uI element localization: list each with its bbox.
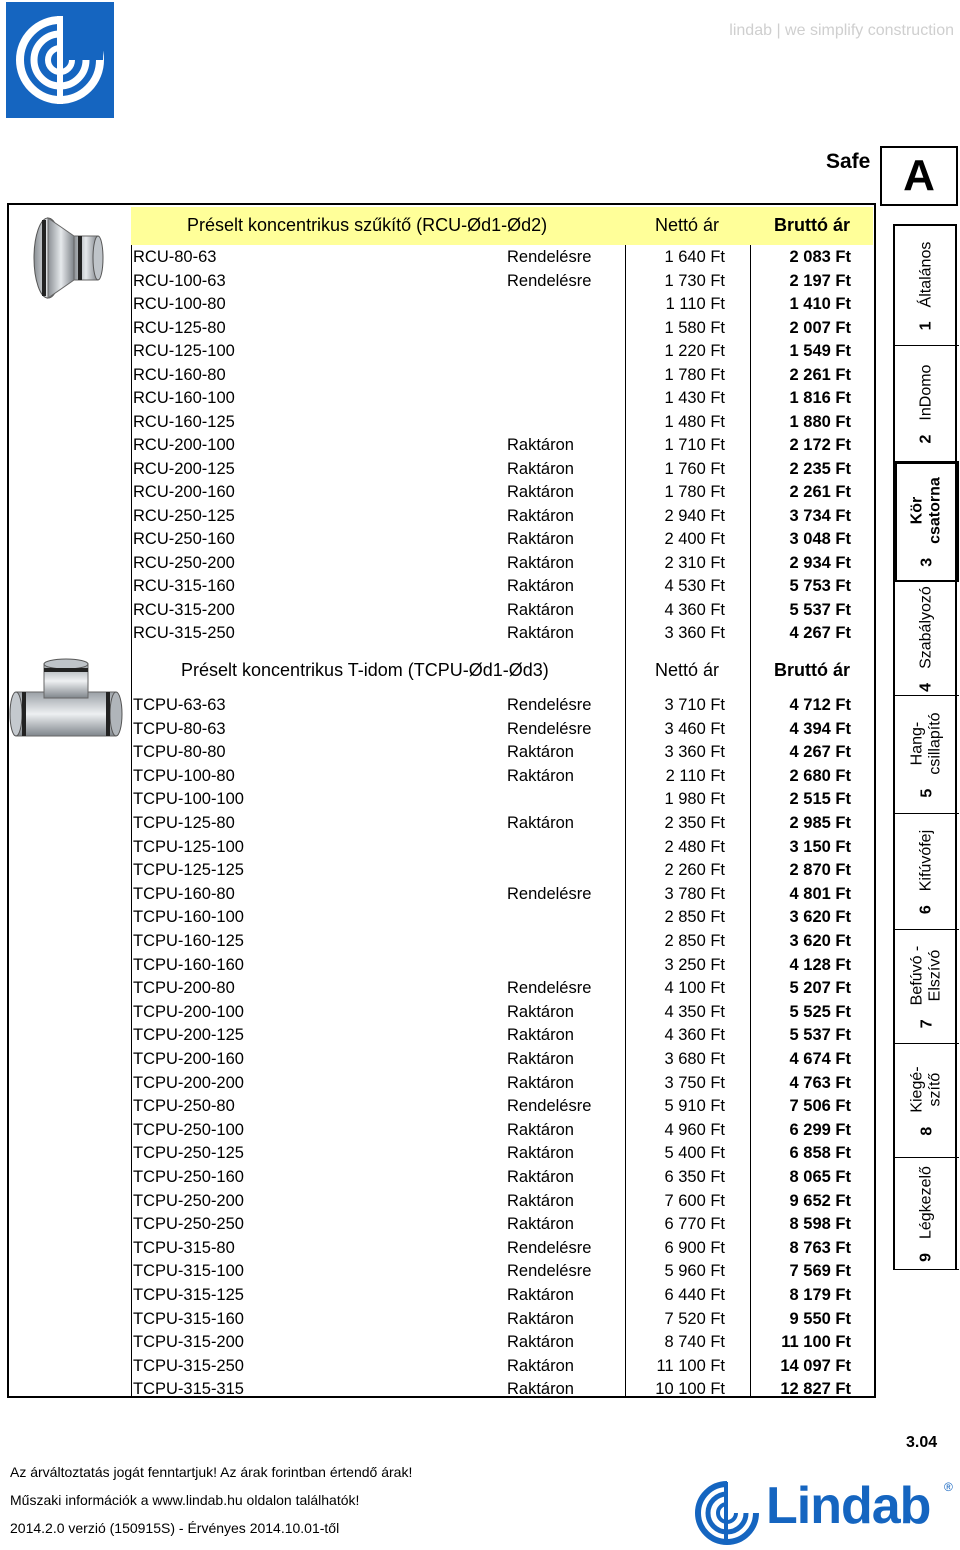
sidebar-chapter-title: Befúvó - <box>908 945 926 1005</box>
sidebar-chapter-label <box>909 477 946 567</box>
net-price: 1 780 Ft <box>664 483 725 501</box>
net-price: 3 360 Ft <box>664 743 725 762</box>
net-price: 1 580 Ft <box>664 318 725 337</box>
product-code: RCU-100-80 <box>133 295 226 313</box>
net-price: 2 110 Ft <box>665 766 725 785</box>
gross-price: 1 880 Ft <box>789 412 851 431</box>
net-price: 3 710 Ft <box>664 696 725 714</box>
sidebar-chapter-6[interactable] <box>895 814 959 930</box>
section1-title: Préselt koncentrikus szűkítő (RCU-Ød1-Ød2) <box>187 215 548 235</box>
gross-price: 4 394 Ft <box>789 719 851 738</box>
product-code: RCU-250-200 <box>133 553 235 572</box>
gross-price: 9 652 Ft <box>789 1191 851 1210</box>
net-price: 1 710 Ft <box>664 436 725 454</box>
table-row <box>133 554 873 576</box>
net-price: 1 730 Ft <box>664 271 725 290</box>
net-price: 6 440 Ft <box>664 1286 725 1304</box>
net-price: 11 100 Ft <box>656 1356 725 1375</box>
net-price: 4 360 Ft <box>664 1026 725 1045</box>
net-price: 7 520 Ft <box>664 1309 725 1328</box>
table-row <box>133 601 873 623</box>
product-code: RCU-315-200 <box>133 600 235 619</box>
product-code: RCU-315-160 <box>133 577 235 595</box>
product-code: RCU-200-160 <box>133 483 235 501</box>
gross-price: 8 179 Ft <box>789 1286 851 1304</box>
availability-status: Raktáron <box>507 1168 574 1186</box>
table-row <box>133 1380 873 1402</box>
product-code: TCPU-315-80 <box>133 1238 235 1257</box>
net-price: 3 360 Ft <box>664 624 725 642</box>
sidebar-chapter-title: Általános <box>917 241 935 307</box>
sidebar-chapter-label <box>918 241 937 330</box>
availability-status: Rendelésre <box>507 979 592 998</box>
availability-status: Raktáron <box>507 1026 574 1045</box>
net-price: 1 480 Ft <box>664 412 725 431</box>
gross-price: 11 100 Ft <box>781 1333 851 1352</box>
availability-status: Raktáron <box>507 1333 574 1352</box>
gross-price: 8 065 Ft <box>789 1168 851 1186</box>
table-row <box>133 1144 873 1166</box>
gross-price: 3 620 Ft <box>789 932 851 950</box>
table-row <box>133 1050 873 1072</box>
gross-price: 1 549 Ft <box>789 342 851 360</box>
gross-price: 3 048 Ft <box>789 530 851 548</box>
gross-price: 2 870 Ft <box>789 861 851 880</box>
net-price: 3 780 Ft <box>664 884 725 903</box>
product-code: TCPU-315-160 <box>133 1309 244 1328</box>
table-row <box>133 696 873 718</box>
product-code: TCPU-100-100 <box>133 790 244 809</box>
table-row <box>133 1026 873 1048</box>
sidebar-chapter-9[interactable] <box>895 1158 959 1270</box>
sidebar-chapter-title: Kifúvófej <box>917 829 935 891</box>
sidebar-chapter-label <box>909 1066 946 1135</box>
product-code: TCPU-250-125 <box>133 1144 244 1163</box>
gross-price: 4 674 Ft <box>789 1050 851 1068</box>
sidebar-chapter-number: 6 <box>918 904 936 914</box>
net-price: 1 980 Ft <box>664 790 725 809</box>
availability-status: Raktáron <box>507 1309 574 1328</box>
table-row <box>133 389 873 411</box>
sidebar-chapter-title: Kiegé- <box>908 1065 926 1113</box>
safe-label: Safe <box>826 150 871 173</box>
gross-price: 2 172 Ft <box>789 436 851 454</box>
availability-status: Raktáron <box>507 600 574 619</box>
gross-price: 2 083 Ft <box>789 248 851 266</box>
product-code: TCPU-80-80 <box>133 743 226 762</box>
tee-product-image <box>8 658 124 748</box>
availability-status: Raktáron <box>507 530 574 548</box>
net-price-header: Nettó ár <box>655 660 720 680</box>
product-code: TCPU-160-160 <box>133 955 244 974</box>
table-row <box>133 342 873 364</box>
product-code: TCPU-250-160 <box>133 1168 244 1186</box>
availability-status: Raktáron <box>507 1356 574 1375</box>
gross-price: 5 525 Ft <box>789 1002 851 1021</box>
table-row <box>133 624 873 646</box>
sidebar-chapter-number: 3 <box>918 557 936 567</box>
product-code: TCPU-250-250 <box>133 1215 244 1234</box>
net-price: 5 400 Ft <box>664 1144 725 1163</box>
table-row <box>133 720 873 742</box>
net-price: 6 350 Ft <box>664 1168 725 1186</box>
availability-status: Rendelésre <box>507 271 592 290</box>
table-row <box>133 248 873 270</box>
product-code: RCU-160-125 <box>133 412 235 431</box>
product-code: TCPU-63-63 <box>133 696 226 714</box>
availability-status: Raktáron <box>507 1215 574 1234</box>
table-row <box>133 1262 873 1284</box>
gross-price: 5 207 Ft <box>789 979 851 998</box>
table-row <box>133 1003 873 1025</box>
product-code: TCPU-315-315 <box>133 1380 244 1399</box>
net-price: 4 530 Ft <box>664 577 725 595</box>
sidebar-chapter-title: csatorna <box>927 477 944 544</box>
availability-status: Raktáron <box>507 1002 574 1021</box>
net-price: 5 910 Ft <box>664 1097 725 1116</box>
product-code: TCPU-315-125 <box>133 1286 244 1304</box>
product-code: TCPU-315-250 <box>133 1356 244 1375</box>
sidebar-chapter-2[interactable] <box>895 346 959 462</box>
sidebar-chapter-label <box>909 712 946 797</box>
gross-price: 5 537 Ft <box>789 600 851 619</box>
gross-price: 2 261 Ft <box>789 365 851 384</box>
product-code: RCU-250-160 <box>133 530 235 548</box>
net-price: 1 640 Ft <box>664 248 725 266</box>
table-row <box>133 838 873 860</box>
gross-price: 7 569 Ft <box>789 1262 851 1281</box>
product-code: TCPU-160-100 <box>133 908 244 927</box>
net-price: 2 480 Ft <box>664 837 725 856</box>
net-price: 1 780 Ft <box>664 365 725 384</box>
net-price-header: Nettó ár <box>655 215 720 235</box>
registered-mark: ® <box>944 1480 953 1494</box>
sidebar-chapter-label <box>918 829 937 913</box>
table-row <box>133 577 873 599</box>
gross-price: 2 261 Ft <box>789 483 851 501</box>
gross-price: 2 934 Ft <box>789 553 851 572</box>
table-row <box>133 272 873 294</box>
availability-status: Raktáron <box>507 506 574 525</box>
availability-status: Raktáron <box>507 1050 574 1068</box>
gross-price: 9 550 Ft <box>789 1309 851 1328</box>
gross-price: 7 506 Ft <box>789 1097 851 1116</box>
net-price: 3 680 Ft <box>664 1050 725 1068</box>
sidebar-chapter-title: Elszívó <box>927 949 944 1001</box>
sidebar-chapter-title: csillapító <box>927 711 944 775</box>
net-price: 2 850 Ft <box>664 932 725 950</box>
product-code: RCU-80-63 <box>133 248 217 266</box>
net-price: 1 430 Ft <box>664 389 725 407</box>
availability-status: Rendelésre <box>507 719 592 738</box>
gross-price: 14 097 Ft <box>780 1356 851 1375</box>
lindab-logo-icon <box>6 2 114 118</box>
availability-status: Raktáron <box>507 766 574 785</box>
lindab-wordmark: Lindab <box>766 1477 931 1535</box>
sidebar-chapter-number: 8 <box>918 1126 936 1136</box>
table-row <box>133 908 873 930</box>
availability-status: Raktáron <box>507 436 574 454</box>
chapter-letter: A <box>880 146 958 206</box>
gross-price: 4 267 Ft <box>789 743 851 762</box>
footer-line-1: Az árváltoztatás jogát fenntartjuk! Az árak forintban értendő árak! <box>10 1464 413 1480</box>
table-row <box>133 767 873 789</box>
sidebar-chapter-label <box>918 586 937 692</box>
sidebar-chapter-label <box>909 945 946 1028</box>
column-divider <box>131 209 132 1398</box>
gross-price: 6 858 Ft <box>789 1144 851 1163</box>
net-price: 4 960 Ft <box>664 1120 725 1139</box>
gross-price-header: Bruttó ár <box>774 215 850 235</box>
net-price: 6 900 Ft <box>664 1238 725 1257</box>
product-code: TCPU-80-63 <box>133 719 226 738</box>
gross-price: 4 128 Ft <box>789 955 851 974</box>
gross-price: 5 753 Ft <box>789 577 851 595</box>
table-row <box>133 1286 873 1308</box>
product-code: TCPU-200-200 <box>133 1073 244 1092</box>
product-code: TCPU-315-100 <box>133 1262 244 1281</box>
table-row <box>133 366 873 388</box>
gross-price: 3 620 Ft <box>789 908 851 927</box>
section2-title: Préselt koncentrikus T-idom (TCPU-Ød1-Ød3) <box>181 660 549 680</box>
gross-price: 2 235 Ft <box>789 459 851 478</box>
gross-price: 4 712 Ft <box>789 696 851 714</box>
sidebar-chapter-number: 9 <box>918 1252 936 1262</box>
table-row <box>133 885 873 907</box>
gross-price: 3 150 Ft <box>789 837 851 856</box>
availability-status: Raktáron <box>507 1073 574 1092</box>
table-row <box>133 861 873 883</box>
sidebar-chapter-label <box>918 364 937 443</box>
availability-status: Raktáron <box>507 553 574 572</box>
table-row <box>133 956 873 978</box>
gross-price: 2 985 Ft <box>789 814 851 832</box>
net-price: 3 750 Ft <box>664 1073 725 1092</box>
product-code: TCPU-200-125 <box>133 1026 244 1045</box>
net-price: 7 600 Ft <box>664 1191 725 1210</box>
sidebar-chapter-1[interactable] <box>895 226 959 346</box>
gross-price: 4 763 Ft <box>789 1073 851 1092</box>
availability-status: Raktáron <box>507 483 574 501</box>
availability-status: Raktáron <box>507 1286 574 1304</box>
availability-status: Rendelésre <box>507 1238 592 1257</box>
product-code: TCPU-125-80 <box>133 814 235 832</box>
net-price: 3 460 Ft <box>664 719 725 738</box>
table-row <box>133 295 873 317</box>
table-row <box>133 436 873 458</box>
net-price: 1 760 Ft <box>664 459 725 478</box>
footer-line-2: Műszaki információk a www.lindab.hu oldalon találhatók! <box>10 1492 360 1508</box>
section2-header <box>181 658 873 686</box>
availability-status: Rendelésre <box>507 248 592 266</box>
gross-price: 4 801 Ft <box>789 884 851 903</box>
sidebar-chapter-number: 4 <box>918 682 936 692</box>
table-row <box>133 507 873 529</box>
net-price: 10 100 Ft <box>655 1380 725 1399</box>
availability-status: Raktáron <box>507 1380 574 1399</box>
product-code: TCPU-200-80 <box>133 979 235 998</box>
table-row <box>133 1097 873 1119</box>
net-price: 1 110 Ft <box>665 295 725 313</box>
gross-price: 3 734 Ft <box>789 506 851 525</box>
availability-status: Raktáron <box>507 624 574 642</box>
availability-status: Rendelésre <box>507 696 592 714</box>
table-row <box>133 530 873 552</box>
product-code: TCPU-125-125 <box>133 861 244 880</box>
table-row <box>133 790 873 812</box>
product-code: RCU-250-125 <box>133 506 235 525</box>
table-row <box>133 1310 873 1332</box>
net-price: 2 260 Ft <box>664 861 725 880</box>
product-code: RCU-160-100 <box>133 389 235 407</box>
sidebar-chapter-title: szítő <box>927 1072 944 1106</box>
reducer-product-image <box>26 212 104 304</box>
gross-price: 12 827 Ft <box>780 1380 851 1399</box>
net-price: 4 350 Ft <box>664 1002 725 1021</box>
availability-status: Raktáron <box>507 1120 574 1139</box>
product-code: TCPU-250-100 <box>133 1120 244 1139</box>
sidebar-chapter-number: 5 <box>918 788 936 798</box>
gross-price: 4 267 Ft <box>789 624 851 642</box>
product-code: RCU-200-100 <box>133 436 235 454</box>
product-code: TCPU-250-200 <box>133 1191 244 1210</box>
sidebar-chapter-number: 1 <box>918 320 936 330</box>
net-price: 8 740 Ft <box>664 1333 725 1352</box>
gross-price: 5 537 Ft <box>789 1026 851 1045</box>
gross-price: 6 299 Ft <box>789 1120 851 1139</box>
sidebar-chapter-4[interactable] <box>895 582 959 696</box>
gross-price: 8 598 Ft <box>789 1215 851 1234</box>
sidebar-chapter-title: InDomo <box>917 364 935 421</box>
net-price: 2 940 Ft <box>664 506 725 525</box>
table-row <box>133 483 873 505</box>
tagline: lindab | we simplify construction <box>729 22 954 39</box>
product-code: RCU-200-125 <box>133 459 235 478</box>
product-code: TCPU-315-200 <box>133 1333 244 1352</box>
product-code: RCU-100-63 <box>133 271 226 290</box>
table-row <box>133 319 873 341</box>
table-row <box>133 460 873 482</box>
availability-status: Rendelésre <box>507 1262 592 1281</box>
table-row <box>133 1215 873 1237</box>
lindab-brand-logo <box>694 1477 958 1546</box>
table-row <box>133 1357 873 1379</box>
gross-price: 1 816 Ft <box>789 389 851 407</box>
product-code: RCU-125-100 <box>133 342 235 360</box>
gross-price: 2 007 Ft <box>789 318 851 337</box>
product-code: TCPU-160-80 <box>133 884 235 903</box>
sidebar-chapter-title: Kör <box>908 496 926 525</box>
sidebar-chapter-8[interactable] <box>895 1044 959 1158</box>
sidebar-chapter-3[interactable] <box>895 462 959 582</box>
product-code: TCPU-250-80 <box>133 1097 235 1116</box>
table-row <box>133 1192 873 1214</box>
table-row <box>133 1074 873 1096</box>
sidebar-chapter-label <box>918 1166 937 1262</box>
gross-price: 2 197 Ft <box>789 271 851 290</box>
product-code: TCPU-125-100 <box>133 837 244 856</box>
sidebar-chapter-5[interactable] <box>895 696 959 814</box>
table-row <box>133 1121 873 1143</box>
table-row <box>133 979 873 1001</box>
availability-status: Rendelésre <box>507 1097 592 1116</box>
table-row <box>133 932 873 954</box>
table-row <box>133 814 873 836</box>
product-code: RCU-315-250 <box>133 624 235 642</box>
page-number: 3.04 <box>906 1434 938 1451</box>
lindab-circle-icon <box>694 1480 760 1546</box>
gross-price: 8 763 Ft <box>789 1238 851 1257</box>
availability-status: Raktáron <box>507 743 574 762</box>
net-price: 3 250 Ft <box>664 955 725 974</box>
table-row <box>133 1168 873 1190</box>
product-code: TCPU-160-125 <box>133 932 244 950</box>
net-price: 2 350 Ft <box>664 814 725 832</box>
gross-price: 1 410 Ft <box>789 295 851 313</box>
table-row <box>133 743 873 765</box>
footer-line-3: 2014.2.0 verzió (150915S) - Érvényes 2014.10.01-től <box>10 1520 340 1536</box>
sidebar-chapter-title: Légkezelő <box>917 1165 935 1239</box>
chapter-sidebar <box>893 224 957 1270</box>
sidebar-chapter-number: 2 <box>918 434 936 443</box>
gross-price: 2 515 Ft <box>789 790 851 809</box>
sidebar-chapter-7[interactable] <box>895 930 959 1044</box>
product-code: TCPU-200-100 <box>133 1002 244 1021</box>
sidebar-chapter-title: Szabályozó <box>917 585 935 669</box>
gross-price: 2 680 Ft <box>789 766 851 785</box>
net-price: 2 310 Ft <box>664 553 725 572</box>
availability-status: Raktáron <box>507 577 574 595</box>
availability-status: Raktáron <box>507 1144 574 1163</box>
sidebar-chapter-title: Hang- <box>908 721 926 765</box>
sidebar-chapter-number: 7 <box>918 1018 936 1028</box>
product-code: TCPU-200-160 <box>133 1050 244 1068</box>
table-row <box>133 1239 873 1261</box>
net-price: 4 360 Ft <box>664 600 725 619</box>
net-price: 1 220 Ft <box>664 342 725 360</box>
product-code: TCPU-100-80 <box>133 766 235 785</box>
section1-header <box>131 207 873 245</box>
product-code: RCU-160-80 <box>133 365 226 384</box>
availability-status: Raktáron <box>507 1191 574 1210</box>
net-price: 4 100 Ft <box>664 979 725 998</box>
table-row <box>133 1333 873 1355</box>
net-price: 5 960 Ft <box>664 1262 725 1281</box>
net-price: 2 400 Ft <box>664 530 725 548</box>
availability-status: Raktáron <box>507 459 574 478</box>
gross-price-header: Bruttó ár <box>774 660 850 680</box>
net-price: 6 770 Ft <box>664 1215 725 1234</box>
product-code: RCU-125-80 <box>133 318 226 337</box>
net-price: 2 850 Ft <box>664 908 725 927</box>
availability-status: Raktáron <box>507 814 574 832</box>
table-row <box>133 413 873 435</box>
availability-status: Rendelésre <box>507 884 592 903</box>
